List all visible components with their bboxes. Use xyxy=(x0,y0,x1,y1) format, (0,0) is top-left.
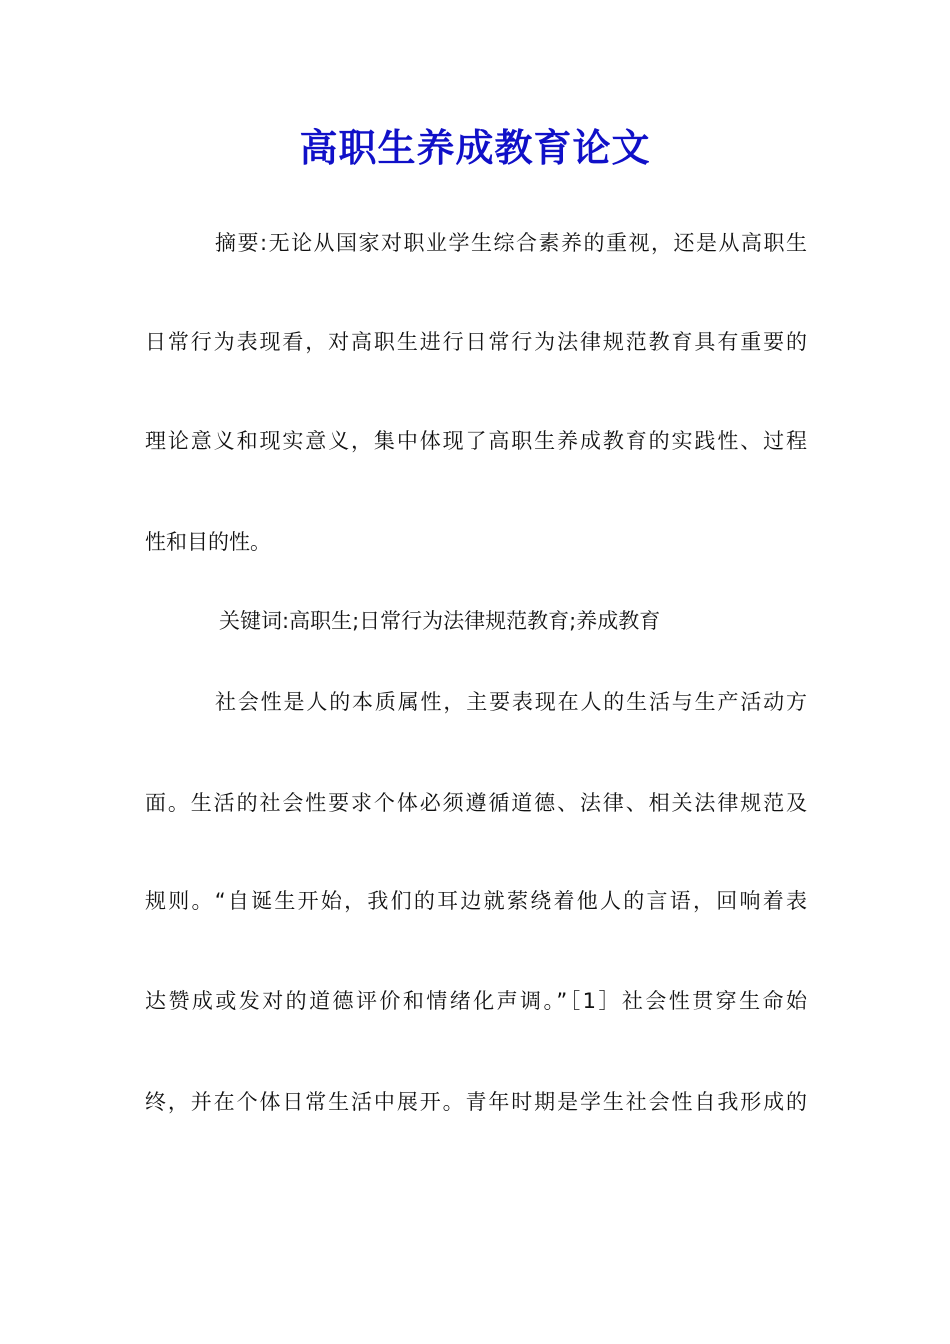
abstract-line: 日常行为表现看，对高职生进行日常行为法律规范教育具有重要的 xyxy=(145,330,807,354)
abstract-line: 性和目的性。 xyxy=(145,530,271,554)
paragraph-line: 终，并在个体日常生活中展开。青年时期是学生社会性自我形成的 xyxy=(145,1090,807,1114)
paragraph-line: 社会性是人的本质属性，主要表现在人的生活与生产活动方 xyxy=(215,690,807,714)
paragraph-line: 规则。“自诞生开始，我们的耳边就萦绕着他人的言语，回响着表 xyxy=(145,889,807,913)
abstract-line: 理论意义和现实意义，集中体现了高职生养成教育的实践性、过程 xyxy=(145,429,807,453)
document-title: 高职生养成教育论文 xyxy=(299,125,651,170)
paragraph-line: 面。生活的社会性要求个体必须遵循道德、法律、相关法律规范及 xyxy=(145,791,807,815)
keywords-line: 关键词:高职生;日常行为法律规范教育;养成教育 xyxy=(219,609,661,633)
paragraph-line: 达赞成或发对的道德评价和情绪化声调。”［1］社会性贯穿生命始 xyxy=(145,989,807,1013)
abstract-line: 摘要:无论从国家对职业学生综合素养的重视，还是从高职生 xyxy=(215,231,807,255)
